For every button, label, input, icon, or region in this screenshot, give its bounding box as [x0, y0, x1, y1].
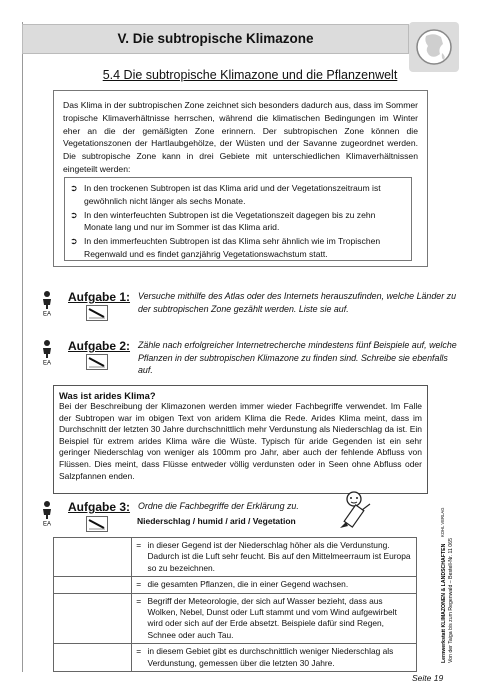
table-row — [54, 593, 417, 644]
svg-text:EA: EA — [42, 311, 52, 316]
definition-cell: in diesem Gebiet gibt es durchschnittlich weniger Niederschlag als Verdunstung, gemessen über die letzten 30 Jahre. — [146, 644, 417, 672]
arid-climate-info-box — [53, 385, 428, 494]
answer-cell[interactable] — [54, 538, 132, 577]
chapter-title: V. Die subtropische Klimazone — [117, 31, 314, 46]
arrow-bullet-icon: ➲ — [70, 183, 78, 193]
publisher-logo-text: KOHL VERLAG — [440, 507, 445, 537]
section-subtitle: 5.4 Die subtropische Klimazone und die Pflanzenwelt — [102, 68, 398, 82]
chapter-header — [22, 24, 409, 54]
answer-cell[interactable] — [54, 593, 132, 644]
task-instruction: Ordne die Fachbegriffe der Erklärung zu. — [138, 501, 299, 511]
svg-text:EA: EA — [42, 521, 52, 526]
table-row — [54, 538, 417, 577]
person-icon — [40, 290, 54, 316]
writing-task-icon — [86, 516, 108, 532]
publisher-side-text — [437, 485, 467, 665]
task-instruction: Zähle nach erfolgreicher Internetrecherche mindestens fünf Beispiele auf, welche Pflanzen in der subtropischen Klimazone zu finden sind. Schreibe sie ebenfalls auf. — [138, 340, 457, 375]
matching-table — [53, 537, 417, 672]
climate-bullet-list — [64, 177, 412, 261]
pencil-character-icon — [334, 490, 378, 534]
svg-text:Von der Taiga bis zum Regenwal: Von der Taiga bis zum Regenwald – Bestell-Nr. 11 065 — [448, 538, 454, 663]
bullet-text: In den winterfeuchten Subtropen ist die Vegetationszeit dagegen bis zu zehn Monate lang und nur im Sommer ist das Klima arid. — [84, 209, 376, 233]
equals-sign: = — [132, 538, 146, 577]
svg-text:EA: EA — [42, 360, 52, 365]
definition-cell: die gesamten Pflanzen, die in einer Gegend wachsen. — [146, 577, 417, 593]
table-row — [54, 577, 417, 593]
arrow-bullet-icon: ➲ — [70, 236, 78, 247]
task-label: Aufgabe 1: — [68, 290, 131, 304]
bullet-item — [70, 235, 406, 260]
info-box-title: Was ist arides Klima? — [59, 390, 156, 401]
equals-sign: = — [132, 593, 146, 644]
answer-cell[interactable] — [54, 644, 132, 672]
definition-cell: in dieser Gegend ist der Niederschlag höher als die Verdunstung. Dadurch ist die Luft sehr feucht. Bis auf den Mittelmeerraum ist Europa so zu bezeichnen. — [146, 538, 417, 577]
globe-logo-icon — [409, 22, 459, 72]
task-instruction: Versuche mithilfe des Atlas oder des Internets herauszufinden, welche Länder zu der subtropischen Zone gezählt werden. Liste sie auf. — [138, 291, 457, 314]
bullet-item — [70, 209, 406, 234]
bullet-item — [70, 182, 406, 207]
task-1 — [40, 290, 460, 330]
arrow-bullet-icon: ➲ — [70, 209, 78, 220]
equals-sign: = — [132, 644, 146, 672]
intro-paragraph: Das Klima in der subtropischen Zone zeichnet sich besonders dadurch aus, dass im Sommer tropische Klimaverhältnisse herrschen, während die klimatischen Bedingungen im Winter eher an die der gemäßigten Zone erinnern. Der subtropischen Zone können die Vegetationszonen der Hartlaubgehölze, der Wüsten und der Savanne zugeordnet werden. Die subtropische Zone kann in drei Gebiete mit unterschiedlichen Klimaverhältnissen eingeteilt werden: — [63, 100, 418, 174]
page-number: Seite 19 — [412, 673, 444, 683]
writing-task-icon — [86, 305, 108, 321]
equals-sign: = — [132, 577, 146, 593]
left-margin-rule — [22, 22, 23, 672]
person-icon — [40, 339, 54, 365]
writing-task-icon — [86, 354, 108, 370]
task-2 — [40, 339, 460, 379]
person-icon — [40, 500, 54, 526]
answer-cell[interactable] — [54, 577, 132, 593]
bullet-text: In den trockenen Subtropen ist das Klima arid und der Vegetationszeitraum ist gewöhnlich nicht länger als sechs Monate. — [84, 183, 381, 206]
info-box-text: Bei der Beschreibung der Klimazonen werden immer wieder Fachbegriffe verwendet. Im Falle der Subtropen war im obigen Text von aridem Klima die Rede. Arides Klima meint, dass im Durchschnitt der letzten 30 Jahre durchschnittlich mehr Verdunstung als Niederschlag da ist. Ein Beispiel für extrem arides Klima wäre die Wüste. Typisch für aride Gegenden ist ein sehr geringer Niederschlag von weniger als 100mm pro Jahr, aber auch der fehlende Abfluss von Flüssen. Dies meint, dass Flüsse entweder völlig verdunsten oder in Seen ohne Abfluss oder Salzpfannen enden. — [59, 401, 422, 481]
bullet-text: In den immerfeuchten Subtropen ist das Klima sehr ähnlich wie im Tropischen Regenwald und es findet ganzjährig Vegetationswachstum statt. — [84, 236, 381, 259]
svg-text:Lernwerkstatt KLIMAZONEN & LA: Lernwerkstatt KLIMAZONEN & LANDSCHAFTEN — [441, 543, 447, 663]
table-row — [54, 644, 417, 672]
term-list: Niederschlag / humid / arid / Vegetation — [137, 516, 296, 526]
task-label: Aufgabe 2: — [68, 339, 131, 353]
task-label: Aufgabe 3: — [68, 500, 131, 514]
definition-cell: Begriff der Meteorologie, der sich auf Wasser bezieht, dass aus Wolken, Nebel, Dunst oder Luft stammt und vom Wind aufgewirbelt wird oder sich auf der Erde absetzt. Beispiele dafür sind Regen, Schnee oder auch Tau. — [146, 593, 417, 644]
